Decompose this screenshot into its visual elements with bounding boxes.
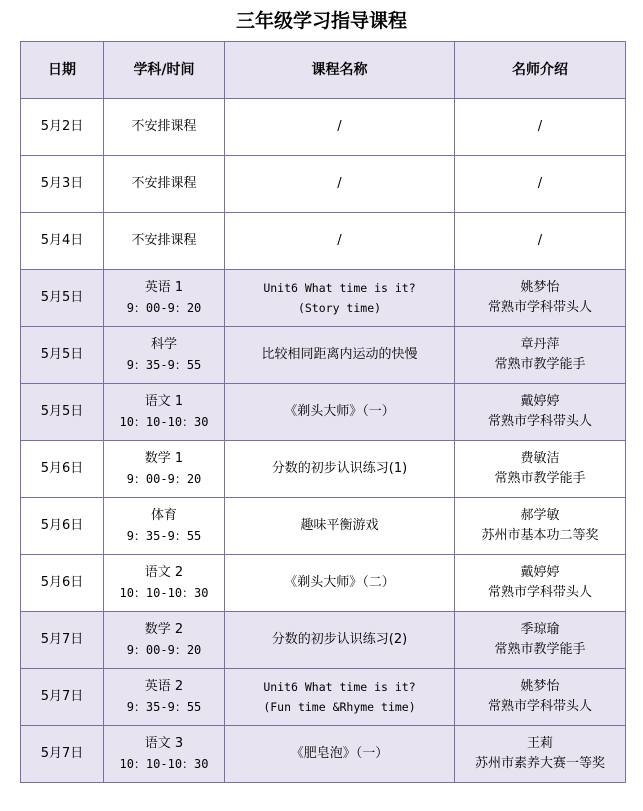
teacher-name: 王莉 [526,736,553,751]
teacher-title: 常熟市教学能手 [494,471,586,486]
header-row [21,42,626,99]
course-name-cell [225,441,455,498]
teacher-title: 常熟市教学能手 [494,357,586,372]
header-date: 日期 [21,42,104,99]
subject-text: 数学 1 [144,451,184,466]
table-row [21,156,626,213]
table-row [21,441,626,498]
date-cell [21,555,104,612]
subject-time-cell [104,99,225,156]
subject-text: 数学 2 [144,622,184,637]
time-text: 10：10-10：30 [119,415,209,429]
teacher-name: 姚梦怡 [520,280,560,295]
date-text: 5月2日 [40,119,84,134]
header-teacher-intro: 名师介绍 [455,42,626,99]
table-row [21,327,626,384]
course-text: 分数的初步认识练习(2) [271,632,408,647]
course-name-cell [225,327,455,384]
date-cell [21,612,104,669]
subject-time-cell [104,156,225,213]
teacher-cell [455,156,626,213]
subject-time-cell [104,498,225,555]
course-text: 《肥皂泡》（一） [290,746,389,761]
subject-time-cell [104,384,225,441]
date-cell [21,327,104,384]
teacher-cell [455,555,626,612]
subject-time-cell [104,327,225,384]
subject-time-cell [104,555,225,612]
date-cell [21,498,104,555]
teacher-title: 常熟市学科带头人 [487,414,592,429]
date-text: 5月7日 [40,746,84,761]
header-subject-time: 学科/时间 [104,42,225,99]
course-name-cell [225,270,455,327]
subject-text: 科学 [150,337,177,352]
header-course-name: 课程名称 [225,42,455,99]
date-text: 5月7日 [40,632,84,647]
course-text: 《剃头大师》（一） [284,404,395,419]
course-text: Unit6 What time is it? [263,680,416,694]
date-text: 5月4日 [40,233,84,248]
time-text: 9：35-9：55 [126,358,202,372]
subject-text: 语文 1 [144,394,184,409]
course-name-cell [225,99,455,156]
date-cell [21,213,104,270]
teacher-cell [455,441,626,498]
date-text: 5月5日 [40,290,84,305]
subject-text: 不安排课程 [131,176,197,191]
time-text: 10：10-10：30 [119,757,209,771]
teacher-name: 季琼瑜 [520,622,560,637]
date-text: 5月6日 [40,575,84,590]
table-row [21,669,626,726]
table-row [21,612,626,669]
course-text: / [337,176,342,191]
table-row [21,99,626,156]
date-text: 5月3日 [40,176,84,191]
teacher-title: 苏州市基本功二等奖 [481,528,599,543]
subject-text: 体育 [150,508,177,523]
course-text: Unit6 What time is it? [263,281,416,295]
date-text: 5月6日 [40,461,84,476]
date-cell [21,156,104,213]
course-text: 分数的初步认识练习(1) [271,461,408,476]
teacher-cell [455,327,626,384]
table-row [21,498,626,555]
date-text: 5月5日 [40,404,84,419]
teacher-name: / [537,119,543,134]
date-cell [21,384,104,441]
course-subtitle-text: (Story time) [297,301,382,315]
time-text: 9：35-9：55 [126,529,202,543]
time-text: 9：35-9：55 [126,700,202,714]
teacher-name: / [537,233,543,248]
teacher-cell [455,270,626,327]
teacher-name: 戴婷婷 [520,394,560,409]
teacher-name: 费敏洁 [520,451,560,466]
table-row [21,270,626,327]
teacher-cell [455,612,626,669]
course-text: 《剃头大师》（二） [284,575,395,590]
subject-time-cell [104,441,225,498]
teacher-name: 姚梦怡 [520,679,560,694]
subject-time-cell [104,270,225,327]
teacher-cell [455,213,626,270]
teacher-title: 苏州市素养大赛一等奖 [474,756,605,771]
teacher-name: 郝学敏 [520,508,560,523]
date-cell [21,270,104,327]
course-name-cell [225,498,455,555]
teacher-name: 章丹萍 [520,337,560,352]
time-text: 9：00-9：20 [126,643,202,657]
date-cell [21,441,104,498]
teacher-cell [455,498,626,555]
table-row [21,555,626,612]
table-row [21,384,626,441]
course-subtitle-text: (Fun time &Rhyme time) [263,700,416,714]
teacher-cell [455,99,626,156]
schedule-body [21,99,626,783]
table-row [21,213,626,270]
course-text: 比较相同距离内运动的快慢 [261,347,418,362]
date-text: 5月5日 [40,347,84,362]
subject-text: 语文 2 [144,565,184,580]
course-name-cell [225,555,455,612]
subject-text: 语文 3 [144,736,184,751]
teacher-title: 常熟市学科带头人 [487,585,592,600]
teacher-name: / [537,176,543,191]
teacher-title: 常熟市学科带头人 [487,699,592,714]
subject-time-cell [104,213,225,270]
teacher-name: 戴婷婷 [520,565,560,580]
schedule-table [20,41,626,783]
subject-text: 英语 2 [144,679,184,694]
course-name-cell [225,156,455,213]
subject-time-cell [104,612,225,669]
teacher-cell [455,669,626,726]
course-name-cell [225,669,455,726]
course-text: 趣味平衡游戏 [300,518,379,533]
subject-text: 不安排课程 [131,233,197,248]
teacher-cell [455,726,626,783]
subject-time-cell [104,726,225,783]
time-text: 10：10-10：30 [119,586,209,600]
page-title: 三年级学习指导课程 [235,10,407,32]
date-cell [21,726,104,783]
subject-text: 不安排课程 [131,119,197,134]
teacher-title: 常熟市教学能手 [494,642,586,657]
course-name-cell [225,213,455,270]
course-name-cell [225,612,455,669]
course-text: / [337,233,342,248]
date-text: 5月6日 [40,518,84,533]
time-text: 9：00-9：20 [126,472,202,486]
teacher-title: 常熟市学科带头人 [487,300,592,315]
course-name-cell [225,384,455,441]
date-text: 5月7日 [40,689,84,704]
date-cell [21,99,104,156]
time-text: 9：00-9：20 [126,301,202,315]
table-row [21,726,626,783]
course-text: / [337,119,342,134]
subject-time-cell [104,669,225,726]
subject-text: 英语 1 [144,280,184,295]
teacher-cell [455,384,626,441]
course-name-cell [225,726,455,783]
date-cell [21,669,104,726]
